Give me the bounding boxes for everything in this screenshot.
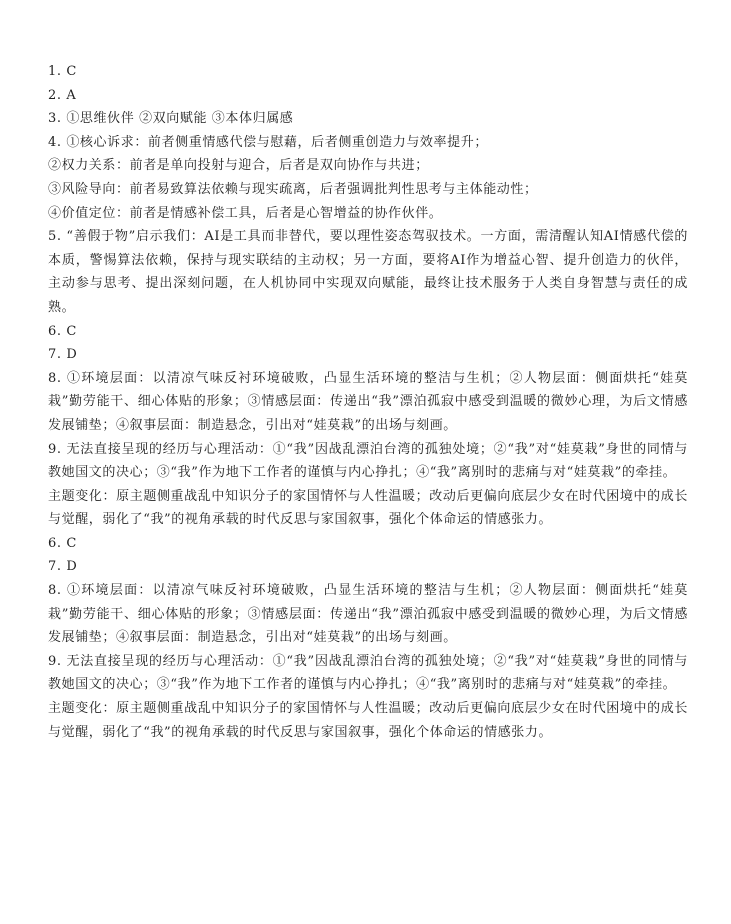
answer-1: 1. C <box>48 64 77 79</box>
answer-7: 7. D <box>48 347 78 363</box>
answer-9-theme-repeat: 主题变化：原主题侧重战乱中知识分子的家国情怀与人性温暖；改动后更偏向底层少女在时代困境中的成长与觉醒，弱化了“我”的视角承载的时代反思与家国叙事，强化个体命运的情感张力。 <box>48 701 688 740</box>
answer-2: 2. A <box>48 87 77 103</box>
answer-3: 3. ①思维伙伴 ②双向赋能 ③本体归属感 <box>48 111 294 127</box>
answer-5: 5. “善假于物”启示我们：AI是工具而非替代，要以理性姿态驾驭技术。一方面，需清醒认知AI情感代偿的本质，警惕算法依赖，保持与现实联结的主动权；另一方面，要将AI作为增益心智、提升创造力的伙伴，主动参与思考、提出深刻问题，在人机协同中实现双向赋能，最终让技术服务于人类自身智慧与责任的成熟。 <box>48 229 688 315</box>
answer-6-repeat: 6. C <box>48 535 77 551</box>
answer-4-point-2: ②权力关系：前者是单向投射与迎合，后者是双向协作与共进； <box>48 158 429 174</box>
answer-6: 6. C <box>48 323 77 339</box>
answer-9-theme: 主题变化：原主题侧重战乱中知识分子的家国情怀与人性温暖；改动后更偏向底层少女在时代困境中的成长与觉醒，弱化了“我”的视角承载的时代反思与家国叙事，强化个体命运的情感张力。 <box>48 488 688 528</box>
answer-4-point-4: ④价值定位：前者是情感补偿工具，后者是心智增益的协作伙伴。 <box>48 205 443 221</box>
answer-4-point-1: 4. ①核心诉求：前者侧重情感代偿与慰藉，后者侧重创造力与效率提升； <box>48 134 488 150</box>
answer-8: 8. ①环境层面：以清凉气味反衬环境破败，凸显生活环境的整洁与生机；②人物层面：侧面烘托“娃莫栽”勤劳能干、细心体贴的形象；③情感层面：传递出“我”漂泊孤寂中感受到温暖的微妙心理，为后文情感发展铺垫；④叙事层面：制造悬念，引出对“娃莫栽”的出场与刻画。 <box>48 370 688 433</box>
answer-9: 9. 无法直接呈现的经历与心理活动：①“我”因战乱漂泊台湾的孤独处境；②“我”对“娃莫栽”身世的同情与教她国文的决心；③“我”作为地下工作者的谨慎与内心挣扎；④“我”离别时的悲痛与对“娃莫栽”的牵挂。 <box>48 441 688 481</box>
answer-8-repeat: 8. ①环境层面：以清凉气味反衬环境破败，凸显生活环境的整洁与生机；②人物层面：侧面烘托“娃莫栽”勤劳能干、细心体贴的形象；③情感层面：传递出“我”漂泊孤寂中感受到温暖的微妙心理，为后文情感发展铺垫；④叙事层面：制造悬念，引出对“娃莫栽”的出场与刻画。 <box>48 583 688 646</box>
answer-9-repeat: 9. 无法直接呈现的经历与心理活动：①“我”因战乱漂泊台湾的孤独处境；②“我”对“娃莫栽”身世的同情与教她国文的决心；③“我”作为地下工作者的谨慎与内心挣扎；④“我”离别时的悲痛与对“娃莫栽”的牵挂。 <box>48 653 688 693</box>
answer-4-point-3: ③风险导向：前者易致算法依赖与现实疏离，后者强调批判性思考与主体能动性； <box>48 181 538 197</box>
answer-key <box>48 60 688 744</box>
answer-7-repeat: 7. D <box>48 559 78 575</box>
